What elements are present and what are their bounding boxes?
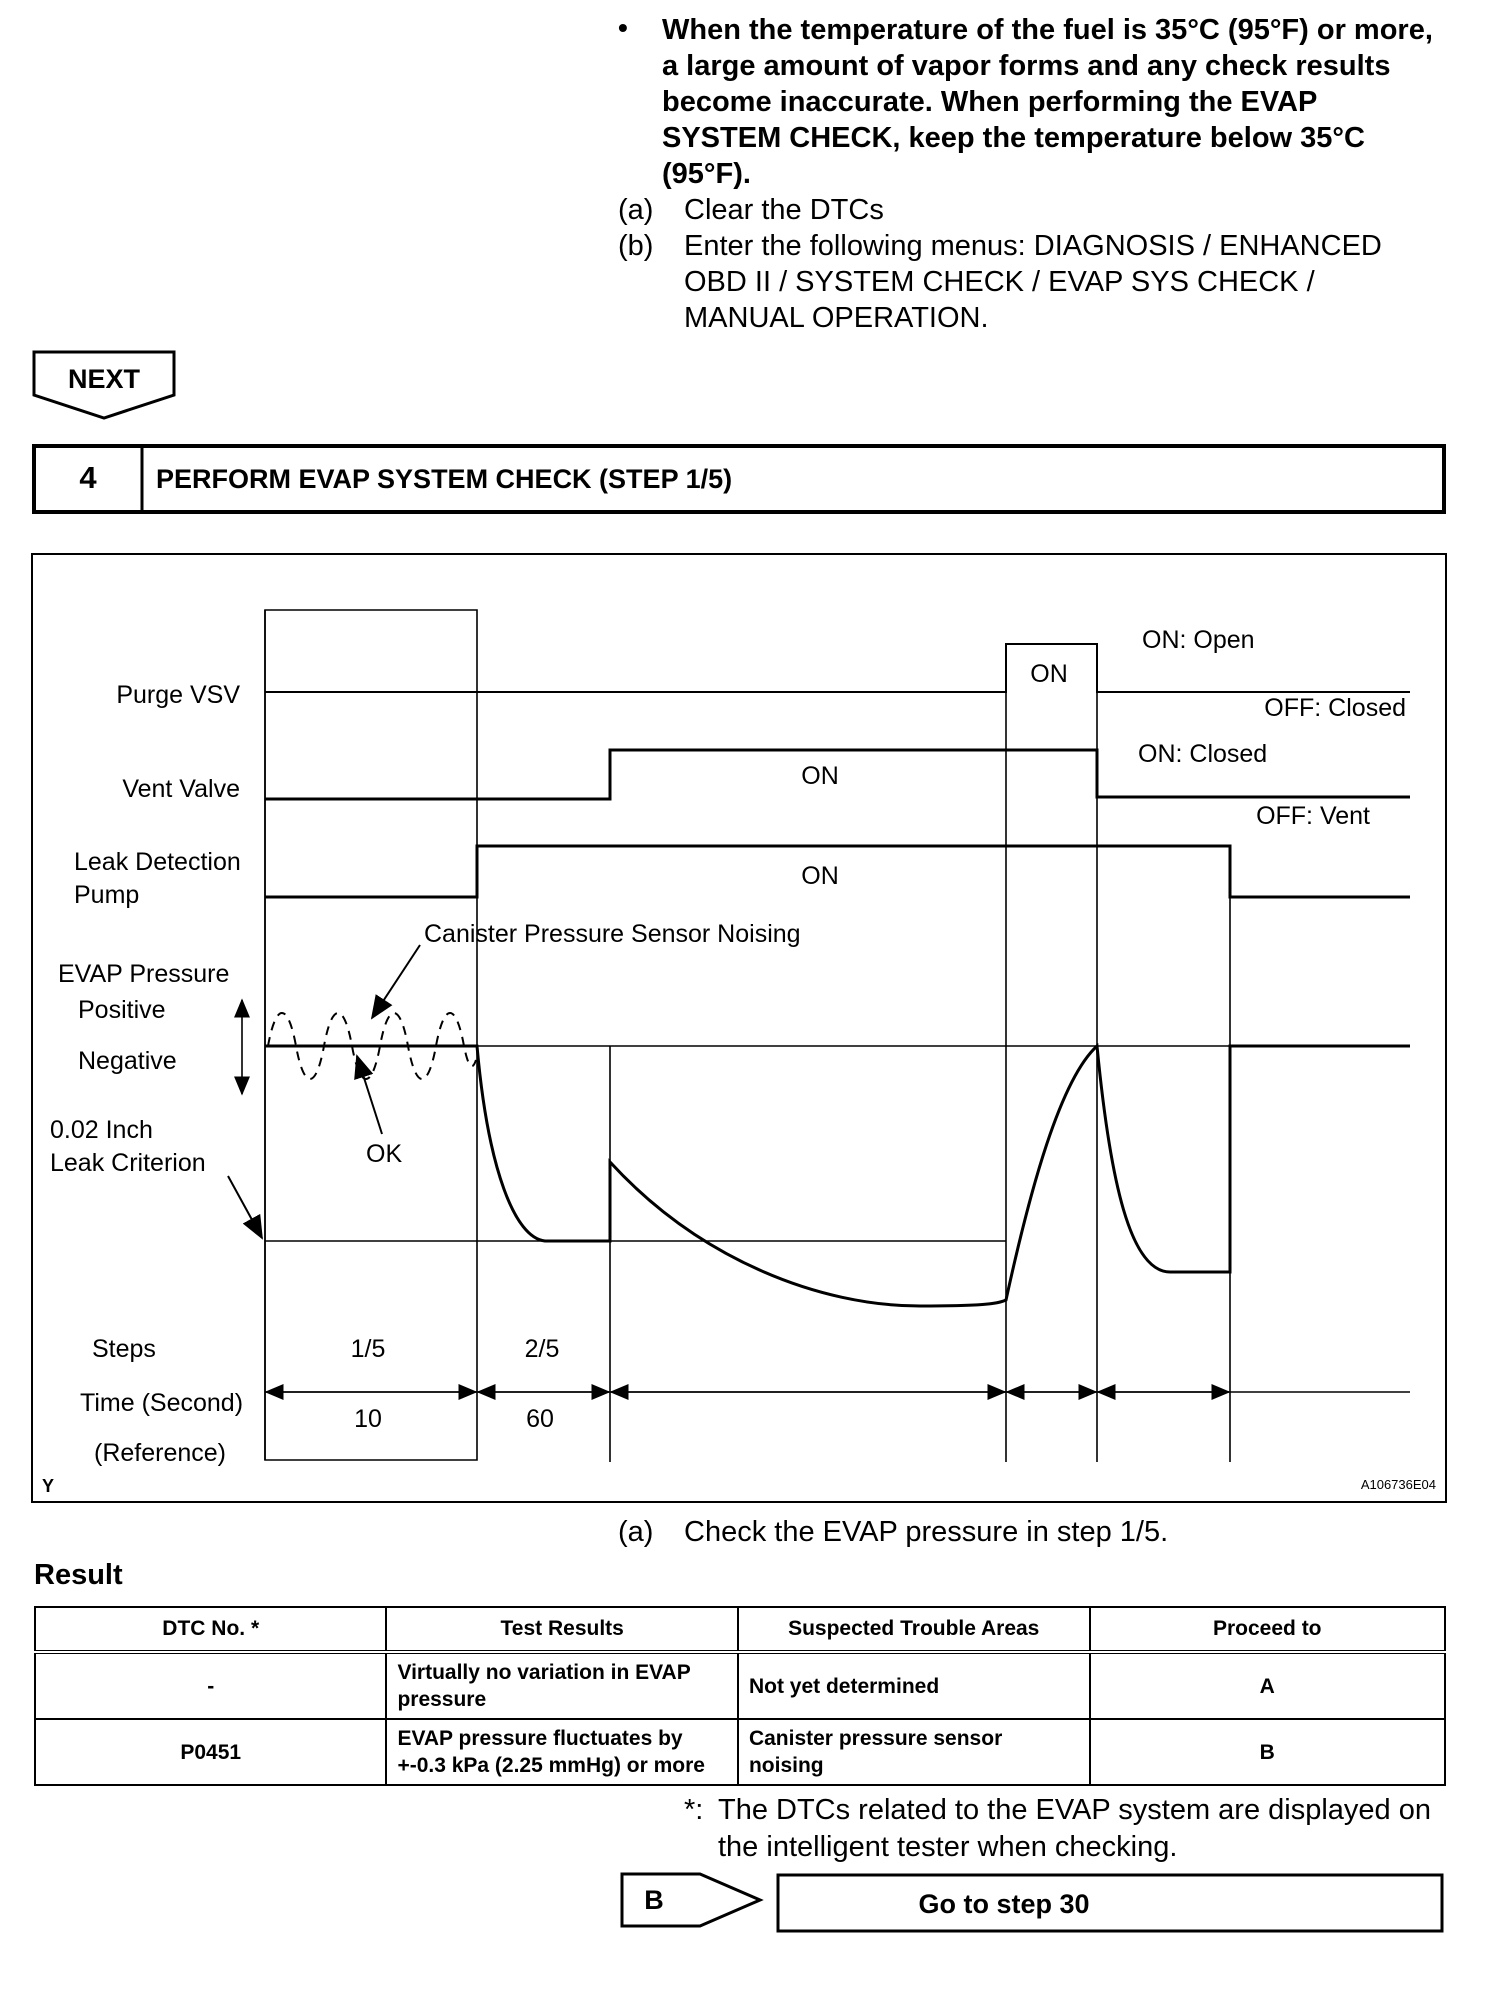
ok-arrow: [357, 1056, 382, 1134]
label-evap-pressure: EVAP Pressure: [58, 960, 230, 988]
step-a-text: Clear the DTCs: [684, 194, 884, 226]
label-leak-pump-1: Leak Detection: [74, 848, 241, 876]
leak-criterion-arrow: [228, 1176, 262, 1238]
label-leak-criterion-1: 0.02 Inch: [50, 1116, 153, 1144]
section-header: [34, 446, 1444, 512]
goto-step-30-button[interactable]: [622, 1874, 1442, 1931]
check-step-label: (a): [618, 1516, 654, 1548]
footnote-text: The DTCs related to the EVAP system are displayed on the intelligent tester when checking.: [718, 1794, 1431, 1863]
step-a-label: (a): [618, 194, 654, 226]
step-b-text: Enter the following menus: DIAGNOSIS / ENHANCED OBD II / SYSTEM CHECK / EVAP SYS CHECK / MANUAL OPERATION.: [684, 230, 1382, 334]
figure-id: A106736E04: [1360, 1477, 1436, 1492]
header-trouble-areas: Suspected Trouble Areas: [738, 1607, 1090, 1652]
cell-trouble-area: Canister pressure sensor noising: [738, 1719, 1090, 1785]
diagram-frame: [32, 554, 1446, 1502]
vent-on-label: ON: [801, 762, 839, 790]
cell-test-result: EVAP pressure fluctuates by +-0.3 kPa (2.25 mmHg) or more: [386, 1719, 738, 1785]
cell-proceed: B: [1090, 1719, 1446, 1785]
label-negative: Negative: [78, 1047, 177, 1075]
state-labels: [1138, 626, 1406, 830]
next-button[interactable]: [34, 352, 174, 418]
result-heading: Result: [34, 1559, 123, 1591]
header-proceed-to: Proceed to: [1090, 1607, 1446, 1652]
pump-on-label: ON: [801, 862, 839, 890]
cell-proceed: A: [1090, 1652, 1446, 1719]
label-steps: Steps: [92, 1335, 156, 1363]
noising-arrow: [372, 945, 420, 1018]
step-b-label: (b): [618, 230, 654, 262]
result-table: [34, 1606, 1446, 1786]
result-b-arrow-box: [622, 1874, 760, 1926]
row-labels: [50, 681, 243, 1467]
footnote-mark: *:: [684, 1794, 704, 1826]
time-value-2: 60: [526, 1405, 554, 1433]
label-off-vent: OFF: Vent: [1256, 802, 1370, 830]
header-dtc-no: DTC No. *: [35, 1607, 386, 1652]
table-header-row: [35, 1607, 1445, 1652]
result-b-label: B: [644, 1885, 664, 1915]
cell-trouble-area: Not yet determined: [738, 1652, 1090, 1719]
check-step-text: Check the EVAP pressure in step 1/5.: [684, 1516, 1169, 1548]
corner-marker: Y: [42, 1476, 55, 1496]
label-on-closed: ON: Closed: [1138, 740, 1268, 768]
label-vent-valve: Vent Valve: [122, 775, 240, 803]
label-time: Time (Second): [80, 1389, 244, 1417]
section-title: PERFORM EVAP SYSTEM CHECK (STEP 1/5): [156, 464, 733, 494]
table-row: [35, 1719, 1445, 1785]
timing-guides: [265, 610, 1230, 1462]
ok-annotation: OK: [366, 1140, 403, 1168]
fuel-temperature-caution: When the temperature of the fuel is 35°C (95°F) or more, a large amount of vapor forms and any check results become inaccurate. When performing the EVAP SYSTEM CHECK, keep the temperature below 35°C (95°F).: [662, 14, 1433, 190]
leak-pump-signal: [265, 846, 1410, 897]
table-row: [35, 1652, 1445, 1719]
cell-dtc: P0451: [35, 1719, 386, 1785]
next-label: NEXT: [67, 364, 141, 394]
step-time-values: [351, 1335, 560, 1433]
evap-pressure-curve: [265, 1046, 1410, 1306]
label-off-closed: OFF: Closed: [1264, 694, 1406, 722]
step-value-2: 2/5: [524, 1335, 560, 1363]
header-test-results: Test Results: [386, 1607, 738, 1652]
label-purge-vsv: Purge VSV: [116, 681, 240, 709]
noising-annotation: Canister Pressure Sensor Noising: [424, 920, 801, 948]
time-value-1: 10: [354, 1405, 382, 1433]
label-leak-pump-2: Pump: [74, 881, 140, 909]
label-reference: (Reference): [94, 1439, 226, 1467]
section-number: 4: [79, 460, 97, 495]
purge-on-label: ON: [1030, 660, 1068, 688]
label-leak-criterion-2: Leak Criterion: [50, 1149, 206, 1177]
step-value-1: 1/5: [350, 1335, 386, 1363]
cell-test-result: Virtually no variation in EVAP pressure: [386, 1652, 738, 1719]
step-1-box: [265, 610, 477, 1460]
goto-box: [778, 1875, 1442, 1931]
label-on-open: ON: Open: [1142, 626, 1255, 654]
goto-label: Go to step 30: [918, 1889, 1090, 1919]
cell-dtc: -: [35, 1652, 386, 1719]
caution-bullet: •: [618, 12, 628, 43]
label-positive: Positive: [78, 996, 166, 1024]
